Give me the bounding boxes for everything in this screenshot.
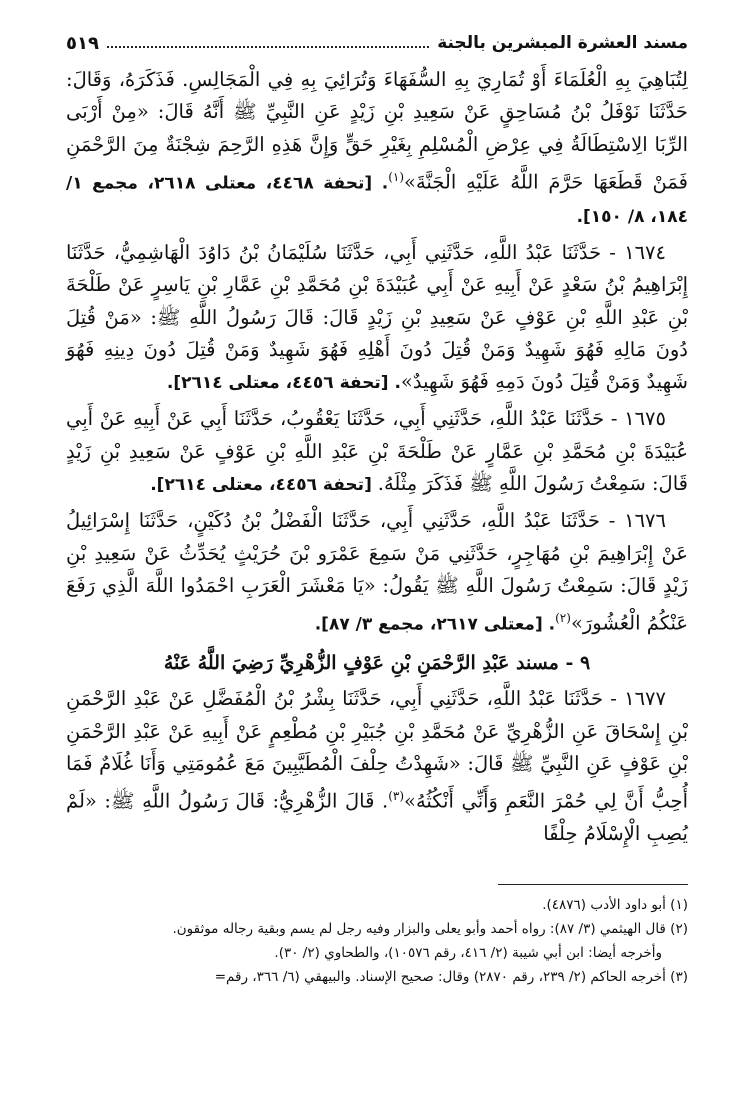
- hadith-reference: . [معتلى ٢٦١٧، مجمع ٣/ ٨٧].: [314, 614, 556, 635]
- book-title: مسند العشرة المبشرين بالجنة: [437, 33, 688, 53]
- hadith-text: ١٦٧٥ - حَدَّثَنَا عَبْدُ اللَّهِ، حَدَّثَنِي أَبِي، حَدَّثَنَا يَعْقُوبُ، حَدَّثَنَا أَبِي عَنْ أَبِيهِ عَنْ أَبِي عُبَيْدَةَ بْنِ مُحَمَّدِ بْنِ عَمَّارٍ عَنْ طَلْحَةَ بْنِ عَبْدِ اللَّهِ بْنِ عَوْفٍ عَنْ سَعِيدِ بْنِ زَيْدٍ قَالَ: سَمِعْتُ رَسُولَ اللَّهِ ﷺ فَذَكَرَ مِثْلَهُ.: [66, 407, 688, 496]
- hadith-1676: [66, 505, 688, 641]
- footnote-1: (١) أبو داود الأدب (٤٨٧٦).: [542, 897, 688, 914]
- header-dot-leader: [107, 46, 429, 48]
- hadith-text-continued: . قَالَ الزُّهْرِيُّ: قَالَ رَسُولُ اللَّهِ ﷺ: «لَمْ يُصِبِ الْإِسْلَامُ حِلْفًا: [66, 789, 688, 846]
- page-number: ٥١٩: [66, 32, 99, 54]
- hadith-1677: [66, 683, 688, 850]
- hadith-text: لِتُبَاهِيَ بِهِ الْعُلَمَاءَ أَوْ تُمَارِيَ بِهِ السُّفَهَاءَ وَتُرَائِيَ بِهِ فِي الْمَجَالِسِ. فَذَكَرَهُ، وَقَالَ: حَدَّثَنَا نَوْفَلُ بْنُ مُسَاحِقٍ عَنْ سَعِيدِ بْنِ زَيْدٍ عَنِ النَّبِيِّ ﷺ أَنَّهُ قَالَ: «مِنْ أَرْبَى الرِّبَا الِاسْتِطَالَةُ فِي عِرْضِ الْمُسْلِمِ بِغَيْرِ حَقٍّ وَإِنَّ هَذِهِ الرَّحِمَ شِجْنَةٌ مِنَ الرَّحْمَنِ فَمَنْ قَطَعَهَا حَرَّمَ اللَّهُ عَلَيْهِ الْجَنَّةَ»: [66, 68, 688, 194]
- footnote-separator: [498, 884, 688, 885]
- footnote-3: (٣) أخرجه الحاكم (٢/ ٢٣٩، رقم ٢٨٧٠) وقال: صحيح الإسناد. والبيهقي (٦/ ٣٦٦، رقم=: [214, 969, 688, 986]
- footnote-marker: (١): [388, 169, 405, 184]
- footnote-2: (٢) قال الهيثمي (٣/ ٨٧): رواه أحمد وأبو يعلى والبزار وفيه رجل لم يسم وبقية رجاله موثقون.: [172, 921, 688, 938]
- hadith-reference: . [تحفة ٤٤٥٦، معتلى ٢٦١٤].: [166, 373, 401, 394]
- hadith-1675: [66, 403, 688, 501]
- hadith-1674: [66, 237, 688, 399]
- hadith-text: ١٦٧٤ - حَدَّثَنَا عَبْدُ اللَّهِ، حَدَّثَنِي أَبِي، حَدَّثَنَا سُلَيْمَانُ بْنُ دَاوُدَ الْهَاشِمِيُّ، حَدَّثَنَا إِبْرَاهِيمُ بْنُ سَعْدٍ عَنْ أَبِيهِ عَنْ أَبِي عُبَيْدَةَ بْنِ مُحَمَّدِ بْنِ عَمَّارِ بْنِ يَاسِرٍ عَنْ طَلْحَةَ بْنِ عَبْدِ اللَّهِ بْنِ عَوْفٍ عَنْ سَعِيدِ بْنِ زَيْدٍ قَالَ: قَالَ رَسُولُ اللَّهِ ﷺ: «مَنْ قُتِلَ دُونَ مَالِهِ فَهُوَ شَهِيدٌ وَمَنْ قُتِلَ دُونَ أَهْلِهِ فَهُوَ شَهِيدٌ وَمَنْ قُتِلَ دُونَ دِينِهِ فَهُوَ شَهِيدٌ وَمَنْ قُتِلَ دُونَ دَمِهِ فَهُوَ شَهِيدٌ»: [66, 240, 688, 394]
- paragraph-continuation: [66, 64, 688, 233]
- hadith-text: ١٦٧٦ - حَدَّثَنَا عَبْدُ اللَّهِ، حَدَّثَنِي أَبِي، حَدَّثَنَا الْفَضْلُ بْنُ دُكَيْنٍ، حَدَّثَنَا إِسْرَائِيلُ عَنْ إِبْرَاهِيمَ بْنِ مُهَاجِرٍ، حَدَّثَنِي مَنْ سَمِعَ عَمْرَو بْنَ حُرَيْثٍ يُحَدِّثُ عَنْ سَعِيدِ بْنِ زَيْدٍ قَالَ: سَمِعْتُ رَسُولَ اللَّهِ ﷺ يَقُولُ: «يَا مَعْشَرَ الْعَرَبِ احْمَدُوا اللَّهَ الَّذِي رَفَعَ عَنْكُمُ الْعُشُورَ»: [66, 509, 688, 635]
- running-header: [66, 28, 688, 58]
- footnote-2-continued: وأخرجه أيضا: ابن أبي شيبة (٢/ ٤١٦، رقم ١٠٥٧٦)، والطحاوي (٢/ ٣٠).: [274, 945, 662, 962]
- hadith-reference: . [تحفة ٤٤٦٨، معتلى ٢٦١٨، مجمع ١/ ١٨٤، ٨/ ١٥٠].: [66, 173, 688, 227]
- footnotes: [66, 893, 688, 989]
- section-heading: ٩ - مسند عَبْدِ الرَّحْمَنِ بْنِ عَوْفٍ الزُّهْرِيِّ رَضِيَ اللَّهُ عَنْهُ: [163, 652, 591, 675]
- main-text: [66, 64, 688, 850]
- footnote-marker: (٢): [555, 611, 571, 626]
- hadith-text: ١٦٧٧ - حَدَّثَنَا عَبْدُ اللَّهِ، حَدَّثَنِي أَبِي، حَدَّثَنَا بِشْرُ بْنُ الْمُفَضَّلِ عَنْ عَبْدِ الرَّحْمَنِ بْنِ إِسْحَاقَ عَنِ الزُّهْرِيِّ عَنْ مُحَمَّدِ بْنِ جُبَيْرِ بْنِ مُطْعِمٍ عَنْ أَبِيهِ عَنْ عَبْدِ الرَّحْمَنِ بْنِ عَوْفٍ عَنِ النَّبِيِّ ﷺ قَالَ: «شَهِدْتُ حِلْفَ الْمُطَيَّبِينَ مَعَ عُمُومَتِي وَأَنَا غُلَامٌ فَمَا أُحِبُّ أَنَّ لِي حُمْرَ النَّعَمِ وَأَنِّي أَنْكُثُهُ»: [66, 687, 689, 813]
- footnote-marker: (٣): [388, 789, 405, 804]
- hadith-reference: [تحفة ٤٤٥٦، معتلى ٢٦١٤].: [150, 475, 378, 496]
